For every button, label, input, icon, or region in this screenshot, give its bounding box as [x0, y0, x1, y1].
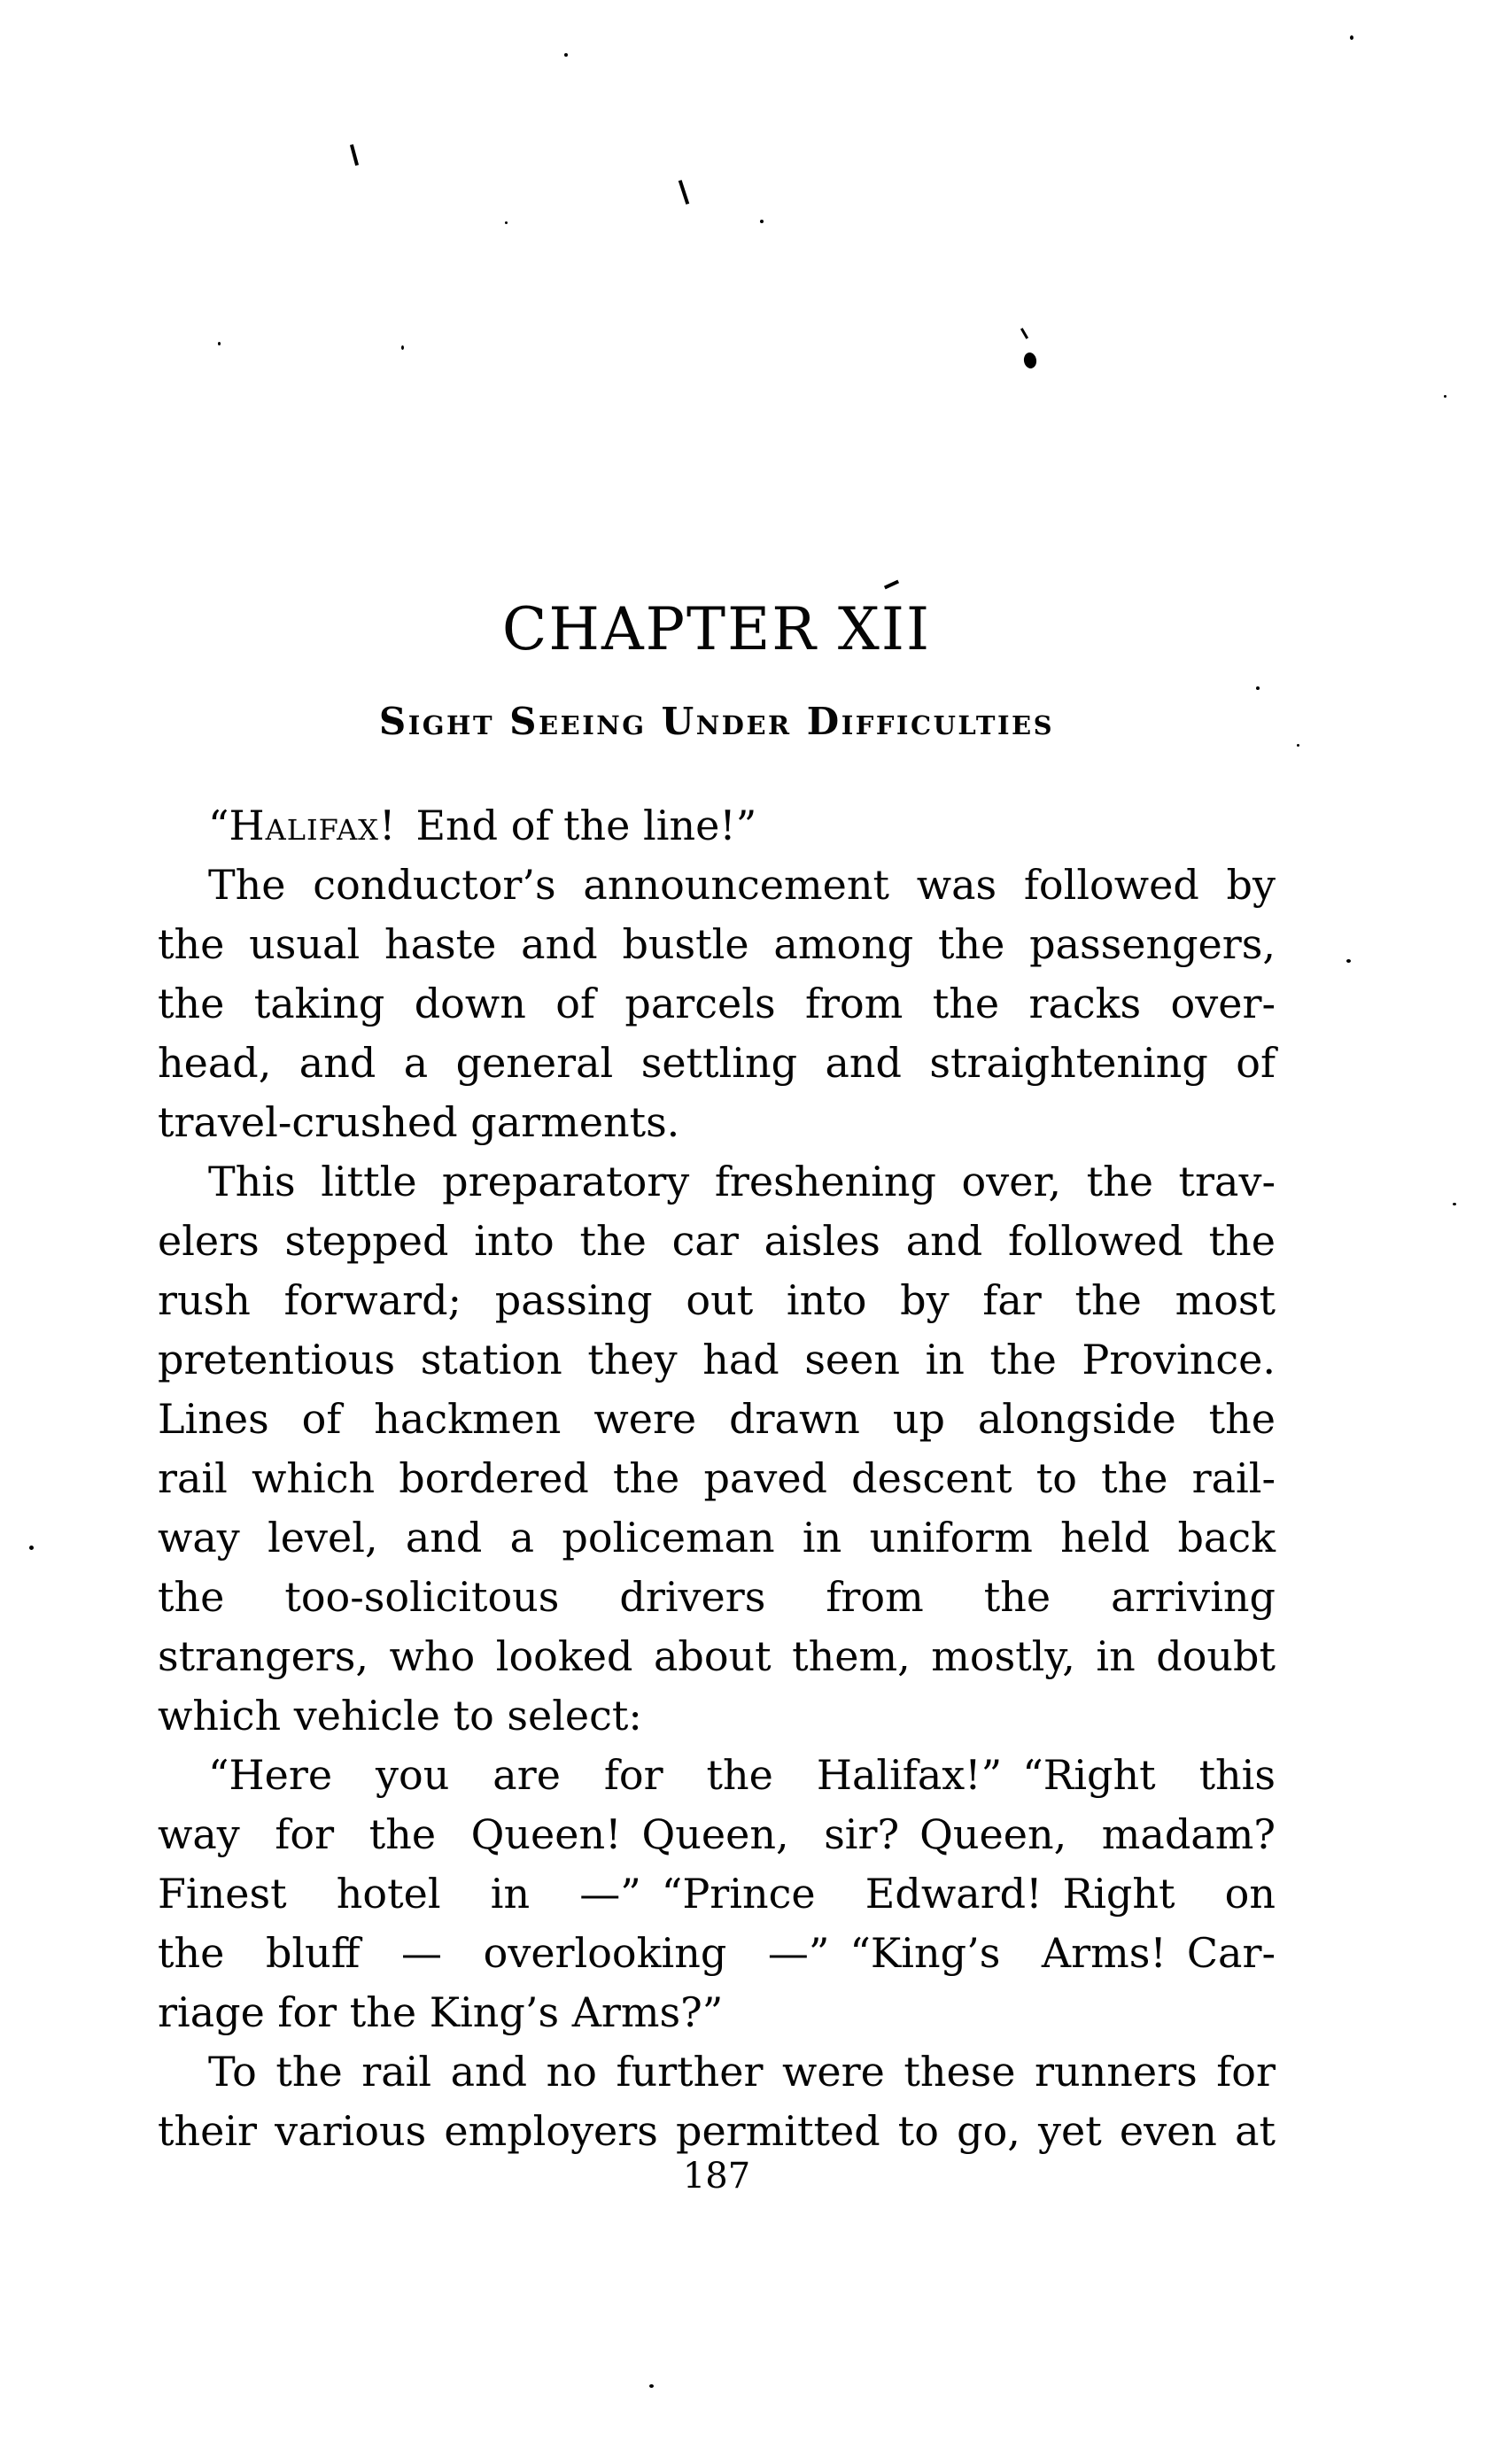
scan-speck — [350, 144, 359, 166]
chapter-subtitle: Sight Seeing Under Difficulties — [378, 700, 1055, 743]
body-line: rail which bordered the paved descent to the rail- — [158, 1454, 1276, 1502]
scan-speck — [1346, 959, 1351, 963]
body-line: the too-solicitous drivers from the arriving — [158, 1573, 1276, 1621]
body-line: pretentious station they had seen in the Province. — [158, 1336, 1276, 1383]
body-line: The conductor’s announcement was followed by — [208, 861, 1276, 909]
page-number: 187 — [682, 2156, 751, 2197]
body-line: the taking down of parcels from the racks over- — [158, 980, 1276, 1027]
body-line: This little preparatory freshening over, the trav- — [208, 1158, 1276, 1205]
body-line — [158, 796, 1276, 856]
scan-speck — [29, 1546, 34, 1550]
scan-speck — [505, 221, 508, 224]
scan-speck — [1020, 328, 1028, 339]
scan-speck — [1256, 686, 1260, 690]
body-line: way for the Queen! Queen, sir? Queen, madam? — [158, 1810, 1276, 1858]
body-line: way level, and a policeman in uniform held back — [158, 1514, 1276, 1561]
line-text: ! End of the line!” — [378, 802, 757, 849]
body-line: which vehicle to select: — [158, 1692, 642, 1740]
scan-speck — [1453, 1203, 1456, 1205]
scan-speck — [649, 2384, 654, 2388]
body-line: travel-crushed garments. — [158, 1098, 680, 1146]
body-line: the usual haste and bustle among the passengers, — [158, 920, 1276, 968]
scan-speck — [1297, 744, 1299, 747]
body-line: rush forward; passing out into by far the most — [158, 1276, 1276, 1324]
body-line: Finest hotel in —” “Prince Edward! Right on — [158, 1870, 1276, 1918]
scan-speck — [218, 342, 221, 345]
scan-speck — [1444, 395, 1446, 398]
open-quote: “ — [208, 802, 229, 849]
body-line: To the rail and no further were these runners for — [208, 2048, 1276, 2096]
body-line: Lines of hackmen were drawn up alongside the — [158, 1395, 1276, 1443]
scan-speck — [679, 180, 689, 205]
scan-speck — [564, 53, 568, 57]
body-line: elers stepped into the car aisles and followed the — [158, 1217, 1276, 1265]
body-line: riage for the King’s Arms?” — [158, 1988, 724, 2036]
chapter-heading: CHAPTER XII — [501, 595, 932, 663]
body-text — [158, 796, 1276, 2161]
scan-speck — [1350, 35, 1353, 40]
body-line: strangers, who looked about them, mostly, in doubt — [158, 1632, 1276, 1680]
scan-speck — [760, 220, 764, 223]
body-line: their various employers permitted to go, yet even at — [158, 2107, 1276, 2155]
scan-speck — [884, 580, 899, 590]
body-line: the bluff — overlooking —” “King’s Arms! Car- — [158, 1929, 1276, 1977]
body-line: “Here you are for the Halifax!” “Right this — [208, 1751, 1276, 1799]
scan-speck — [1023, 352, 1038, 369]
body-line: head, and a general settling and straightening of — [158, 1039, 1276, 1087]
scan-speck — [401, 345, 404, 350]
smallcaps-word: Halifax — [229, 802, 379, 849]
